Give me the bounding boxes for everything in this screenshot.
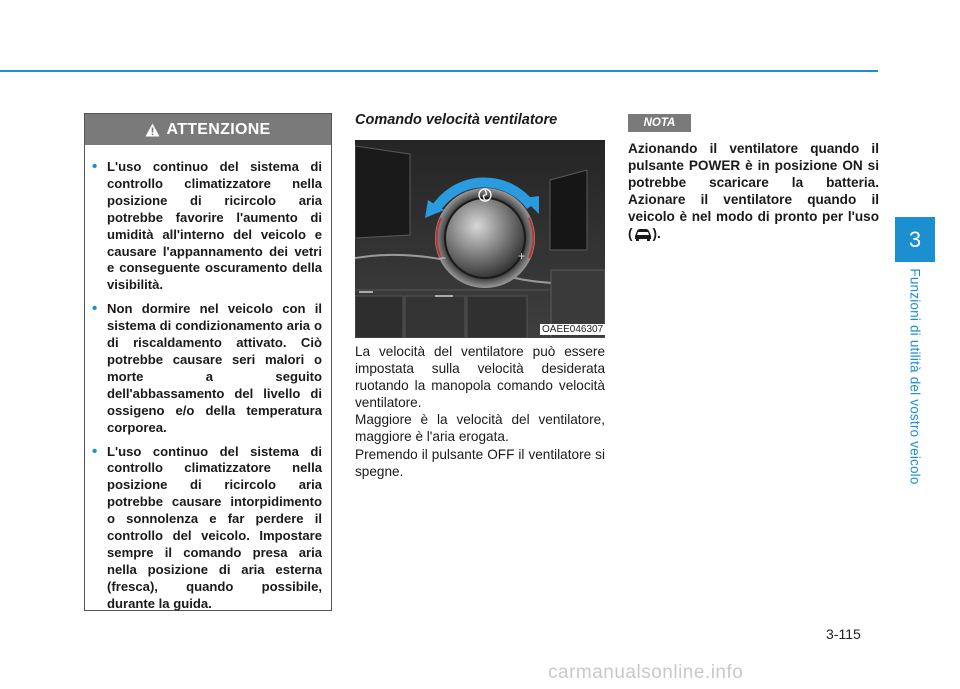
paragraph: Maggiore è la velocità del ventilatore, maggiore è l'aria erogata. <box>355 412 605 444</box>
chapter-tab: 3 <box>895 217 935 262</box>
section-title: Comando velocità ventilatore <box>355 112 558 128</box>
note-text-part: Azionando il ventilatore quando il pulsante POWER è in posizione ON si potrebbe scaricare la batteria. Azionare il ventilatore quando il veicolo è nel modo di pronto per l'uso ( <box>628 141 879 241</box>
figure-plus-label: + <box>518 249 526 263</box>
chapter-side-title <box>897 262 933 490</box>
chapter-title: Funzioni di utilità del vostro veicolo <box>907 267 923 485</box>
note-badge: NOTA <box>628 114 691 132</box>
note-text <box>628 141 879 242</box>
page-number: 3-115 <box>826 626 861 642</box>
watermark: carmanualsonline.info <box>548 662 744 683</box>
warning-box <box>84 113 332 611</box>
note-text-end: ). <box>652 225 661 241</box>
warning-list <box>85 145 331 613</box>
warning-title: ATTENZIONE <box>166 120 271 138</box>
warning-triangle-icon <box>145 123 160 137</box>
warning-item: • Non dormire nel veicolo con il sistema di condizionamento aria o di riscaldamento attivato. Ciò potrebbe causare seri malori o morte a seguito dell'abbassamento del livello di ossigeno e/o della temperatura corporea. <box>103 301 322 436</box>
top-rule <box>0 70 878 72</box>
paragraph: La velocità del ventilatore può essere impostata sulla velocità desiderata ruotando la manopola comando velocità ventilatore. <box>355 344 605 410</box>
figure-minus-label: − <box>439 251 447 265</box>
figure-code: OAEE046307 <box>542 324 604 335</box>
warning-header <box>85 114 331 145</box>
warning-item: • L'uso continuo del sistema di controllo climatizzatore nella posizione di ricircolo aria potrebbe favorire l'aumento di umidità all'interno del veicolo e causare l'appannamento dei vetri e conseguente oscuramento della visibilità. <box>103 159 322 294</box>
warning-item: • L'uso continuo del sistema di controllo climatizzatore nella posizione di ricircolo aria potrebbe causare intorpidimento o sonnolenza e far perdere il controllo del veicolo. Impostare sempre il comando presa aria nella posizione di aria esterna (fresca), quando possibile, durante la guida. <box>103 444 322 613</box>
paragraph: Premendo il pulsante OFF il ventilatore si spegne. <box>355 447 605 479</box>
car-ready-icon <box>633 227 653 241</box>
fan-speed-knob-photo <box>355 140 605 338</box>
